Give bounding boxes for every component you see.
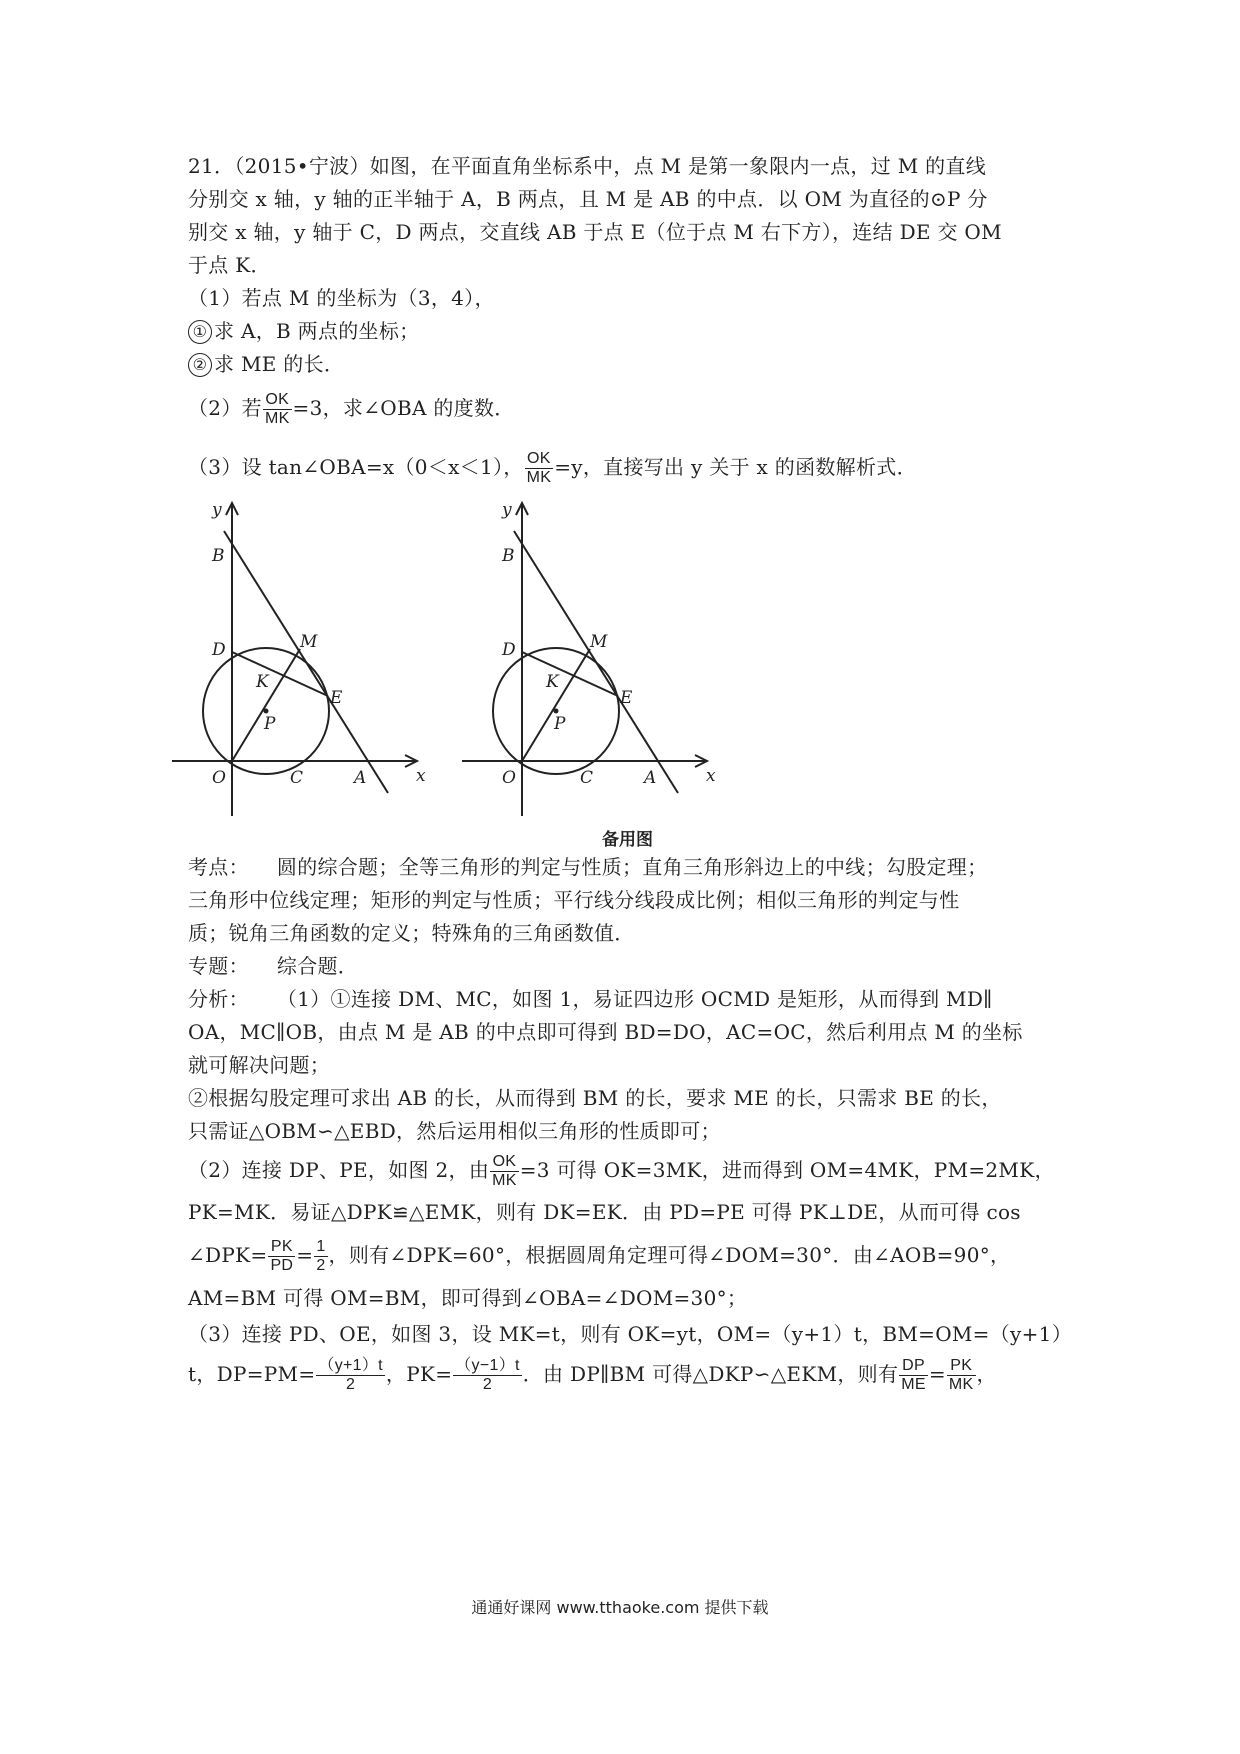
- fenxi-8-eq: =: [296, 1243, 314, 1267]
- label-b: B: [502, 546, 515, 566]
- figure-main-svg: [172, 491, 472, 821]
- fenxi-11-a: t，DP=PM=: [188, 1362, 316, 1386]
- fenxi-line-10: （3）连接 PD、OE，如图 3，设 MK=t，则有 OK=yt，OM=（y+1）t，BM=OM=（y+1）: [188, 1322, 1073, 1346]
- label-y: y: [212, 500, 222, 520]
- fraction-ok-mk-3: [490, 1153, 519, 1190]
- segment-om: [522, 649, 590, 761]
- fraction-pk-pd: [268, 1238, 295, 1275]
- problem-page: [188, 150, 1073, 1397]
- fenxi-8-pre: ∠DPK=: [188, 1243, 268, 1267]
- label-e: E: [620, 688, 633, 708]
- fraction-den: PD: [270, 1257, 294, 1274]
- circled-2: ②: [188, 353, 212, 377]
- question-1b-text: 求 ME 的长．: [214, 352, 345, 376]
- figure-caption: 备用图: [602, 830, 653, 850]
- line-ab: [224, 531, 388, 793]
- fraction-1-2: [314, 1238, 327, 1275]
- label-c: C: [290, 768, 304, 788]
- fenxi-line-3: 就可解决问题；: [188, 1053, 331, 1077]
- problem-line-2: 分别交 x 轴，y 轴的正半轴于 A，B 两点，且 M 是 AB 的中点．以 OM 为直径的⊙P 分: [188, 187, 988, 211]
- fenxi-8-post: ，则有∠DPK=60°，根据圆周角定理可得∠DOM=30°．由∠AOB=90°，: [328, 1243, 1011, 1267]
- fraction-num: OK: [263, 391, 292, 410]
- label-k: K: [546, 672, 559, 692]
- kaodian-line-3: 质；锐角三角函数的定义；特殊角的三角函数值．: [188, 921, 635, 945]
- label-a: A: [354, 768, 367, 788]
- question-2: [188, 391, 1068, 428]
- fenxi-11-eq: =: [928, 1362, 946, 1386]
- fraction-den: MK: [948, 1376, 974, 1393]
- kaodian-line-1: [188, 851, 1068, 884]
- fraction-num: OK: [490, 1153, 519, 1172]
- fraction-den: ME: [901, 1376, 926, 1393]
- fenxi-line-5: 只需证△OBM∽△EBD，然后运用相似三角形的性质即可；: [188, 1119, 721, 1143]
- problem-line-3: 别交 x 轴，y 轴于 C，D 两点，交直线 AB 于点 E（位于点 M 右下方），连结 DE 交 OM: [188, 220, 1002, 244]
- label-d: D: [212, 640, 226, 660]
- label-m: M: [300, 632, 318, 652]
- zhuanti-line: [188, 950, 1068, 983]
- fraction-num: PK: [947, 1357, 976, 1376]
- label-y: y: [502, 500, 512, 520]
- label-e: E: [330, 688, 343, 708]
- fenxi-11-d: ，: [976, 1362, 997, 1386]
- fenxi-line-9: AM=BM 可得 OM=BM，即可得到∠OBA=∠DOM=30°；: [188, 1286, 748, 1310]
- fraction-den: 2: [482, 1376, 493, 1393]
- fenxi-line-6: [188, 1148, 1068, 1192]
- fenxi-line-7: PK=MK．易证△DPK≌△EMK，则有 DK=EK．由 PD=PE 可得 PK⊥DE，从而可得 cos: [188, 1200, 1021, 1224]
- point-p-dot: [554, 709, 559, 714]
- zhuanti-label: 专题：: [188, 954, 249, 978]
- fraction-ok-mk: [263, 391, 292, 428]
- fenxi-line-2: OA，MC∥OB，由点 M 是 AB 的中点即可得到 BD=DO，AC=OC，然后利用点 M 的坐标: [188, 1020, 1023, 1044]
- fraction-num: （y−1）t: [455, 1357, 520, 1374]
- label-c: C: [580, 768, 594, 788]
- fenxi-11-c: ．由 DP∥BM 可得△DKP∽△EKM，则有: [522, 1362, 899, 1386]
- label-m: M: [590, 632, 608, 652]
- fraction-dp: [316, 1357, 385, 1394]
- fenxi-11-b: ，PK=: [385, 1362, 453, 1386]
- fenxi-line-8: [188, 1232, 1068, 1278]
- fraction-den: MK: [526, 469, 552, 486]
- fenxi-6-post: =3 可得 OK=3MK，进而得到 OM=4MK，PM=2MK，: [519, 1158, 1055, 1182]
- question-3-pre: （3）设 tan∠OBA=x（0＜x＜1），: [188, 455, 524, 479]
- fraction-dp-me: [899, 1357, 928, 1394]
- label-p: P: [264, 714, 276, 734]
- fraction-num: PK: [268, 1238, 295, 1257]
- circled-1: ①: [188, 320, 212, 344]
- zhuanti-text: 综合题．: [276, 954, 359, 978]
- kaodian-text-1: 圆的综合题；全等三角形的判定与性质；直角三角形斜边上的中线；勾股定理；: [276, 855, 988, 879]
- label-d: D: [502, 640, 516, 660]
- label-x: x: [706, 766, 716, 786]
- question-1b: [188, 348, 1068, 381]
- question-1a: [188, 315, 1068, 348]
- point-p-dot: [264, 709, 269, 714]
- fenxi-text-1: （1）①连接 DM、MC，如图 1，易证四边形 OCMD 是矩形，从而得到 MD∥: [276, 987, 993, 1011]
- segment-om: [232, 649, 300, 761]
- fraction-den: 2: [346, 1376, 356, 1393]
- fraction-num: （y+1）t: [318, 1357, 383, 1374]
- label-b: B: [212, 546, 225, 566]
- question-2-post: =3，求∠OBA 的度数．: [292, 396, 515, 420]
- question-3-post: =y，直接写出 y 关于 x 的函数解析式．: [554, 455, 917, 479]
- problem-line-4: 于点 K．: [188, 253, 271, 277]
- figure-backup: [462, 491, 762, 821]
- fenxi-label: 分析：: [188, 987, 249, 1011]
- fraction-pk: [453, 1357, 522, 1394]
- fraction-den: 2: [316, 1257, 326, 1274]
- label-p: P: [554, 714, 566, 734]
- fraction-den: MK: [264, 410, 290, 427]
- label-k: K: [256, 672, 269, 692]
- fraction-num: DP: [899, 1357, 928, 1376]
- label-x: x: [416, 766, 426, 786]
- figures: [188, 491, 1068, 851]
- fraction-num: OK: [525, 450, 554, 469]
- fraction-pk-mk: [947, 1357, 976, 1394]
- fenxi-line-11: [188, 1351, 1068, 1397]
- problem-line-1: 21．（2015•宁波）如图，在平面直角坐标系中，点 M 是第一象限内一点，过 M 的直线: [188, 154, 987, 178]
- kaodian-label: 考点：: [188, 855, 249, 879]
- label-a: A: [644, 768, 657, 788]
- fraction-num: 1: [316, 1238, 326, 1255]
- fenxi-6-pre: （2）连接 DP、PE，如图 2，由: [188, 1158, 490, 1182]
- fenxi-line-1: [188, 983, 1068, 1016]
- line-ab: [514, 531, 678, 793]
- figure-backup-svg: [462, 491, 762, 821]
- question-2-pre: （2）若: [188, 396, 262, 420]
- kaodian-line-2: 三角形中位线定理；矩形的判定与性质；平行线分线段成比例；相似三角形的判定与性: [188, 888, 960, 912]
- question-3: [188, 450, 1068, 487]
- fraction-ok-mk-2: [525, 450, 554, 487]
- label-o: O: [502, 768, 516, 788]
- fenxi-line-4: ②根据勾股定理可求出 AB 的长，从而得到 BM 的长，要求 ME 的长，只需求 BE 的长，: [188, 1086, 1002, 1110]
- question-1a-text: 求 A，B 两点的坐标；: [214, 319, 420, 343]
- page-footer: 通通好课网 www.tthaoke.com 提供下载: [471, 1598, 769, 1617]
- fraction-den: MK: [492, 1172, 517, 1189]
- question-1: （1）若点 M 的坐标为（3，4），: [188, 286, 495, 310]
- label-o: O: [212, 768, 226, 788]
- figure-main: [172, 491, 472, 821]
